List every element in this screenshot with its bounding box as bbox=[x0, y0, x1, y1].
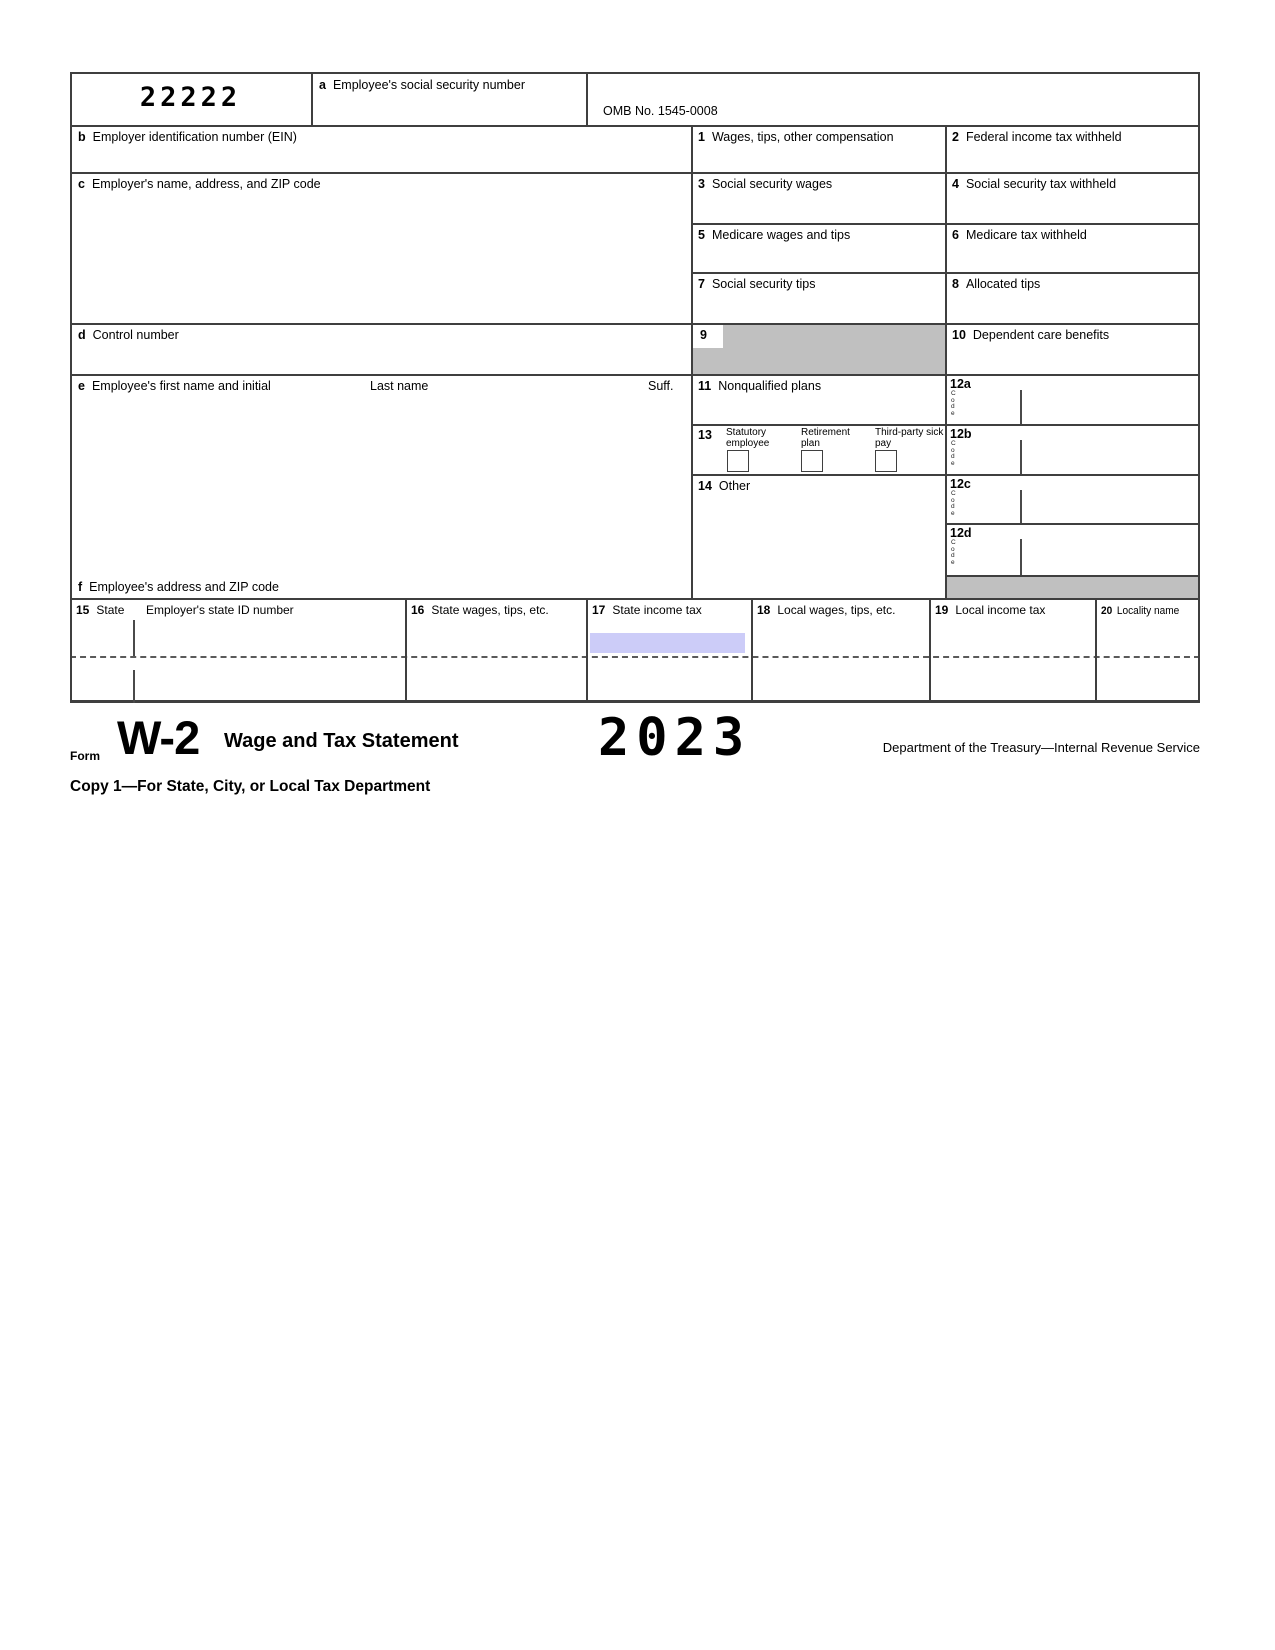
box-17-label: 17 State income tax bbox=[592, 603, 702, 617]
form-word: Form bbox=[70, 749, 100, 763]
divider bbox=[1095, 598, 1097, 703]
box-4-label: 4 Social security tax withheld bbox=[952, 177, 1117, 191]
third-party-sick-pay-checkbox[interactable] bbox=[875, 450, 897, 472]
divider bbox=[70, 374, 1200, 376]
divider bbox=[70, 172, 1200, 174]
omb-number: OMB No. 1545-0008 bbox=[603, 104, 718, 118]
form-bottom-border bbox=[70, 700, 1200, 703]
divider bbox=[751, 598, 753, 703]
box12c-code-tick bbox=[1020, 490, 1022, 523]
box-9-label: 9 bbox=[700, 328, 707, 342]
copy-designation: Copy 1—For State, City, or Local Tax Department bbox=[70, 778, 431, 795]
box-b-label: b Employer identification number (EIN) bbox=[78, 130, 297, 144]
divider bbox=[70, 72, 1200, 74]
suffix-label: Suff. bbox=[648, 379, 674, 393]
divider bbox=[405, 598, 407, 703]
box12b-code-tick bbox=[1020, 440, 1022, 474]
box-10-label: 10 Dependent care benefits bbox=[952, 328, 1110, 342]
box-14-label: 14 Other bbox=[698, 479, 751, 493]
department-line: Department of the Treasury—Internal Revenue Service bbox=[882, 740, 1200, 755]
retirement-plan-label: Retirement plan bbox=[801, 427, 850, 449]
divider bbox=[1198, 72, 1200, 703]
tax-year: 2023 bbox=[598, 708, 752, 768]
box-d-label: d Control number bbox=[78, 328, 179, 342]
divider bbox=[945, 523, 1200, 525]
box-7-label: 7 Social security tips bbox=[698, 277, 816, 291]
box-c-label: c Employer's name, address, and ZIP code bbox=[78, 177, 321, 191]
box-6-label: 6 Medicare tax withheld bbox=[952, 228, 1087, 242]
box-12a-code-label: Code bbox=[951, 390, 960, 417]
divider bbox=[311, 72, 313, 125]
box-16-label: 16 State wages, tips, etc. bbox=[411, 603, 549, 617]
divider bbox=[586, 72, 588, 125]
divider bbox=[70, 72, 72, 703]
last-name-label: Last name bbox=[370, 379, 429, 393]
divider bbox=[691, 125, 693, 598]
box12d-code-tick bbox=[1020, 539, 1022, 575]
form-control-code: 22222 bbox=[139, 82, 242, 113]
form-title: Wage and Tax Statement bbox=[224, 730, 459, 752]
state-row-dashed-divider bbox=[70, 656, 1200, 658]
box-18-label: 18 Local wages, tips, etc. bbox=[757, 603, 896, 617]
box-15-label: 15 State bbox=[76, 603, 125, 617]
box-19-label: 19 Local income tax bbox=[935, 603, 1046, 617]
statutory-employee-label: Statutory employee bbox=[726, 427, 770, 449]
box-5-label: 5 Medicare wages and tips bbox=[698, 228, 851, 242]
employer-state-id-label: Employer's state ID number bbox=[146, 603, 294, 617]
divider bbox=[945, 575, 1200, 577]
box-20-label: 20 Locality name bbox=[1101, 605, 1180, 617]
w2-form-table bbox=[70, 72, 1200, 703]
box-e-label: e Employee's first name and initial bbox=[78, 379, 271, 393]
state-column-tick bbox=[133, 620, 135, 656]
divider bbox=[945, 125, 947, 598]
box-f-label: f Employee's address and ZIP code bbox=[78, 580, 279, 594]
divider bbox=[929, 598, 931, 703]
box-12c-label: 12c bbox=[950, 477, 971, 491]
box-1-label: 1 Wages, tips, other compensation bbox=[698, 130, 894, 144]
statutory-employee-checkbox[interactable] bbox=[727, 450, 749, 472]
box-8-label: 8 Allocated tips bbox=[952, 277, 1041, 291]
box-a-label: a Employee's social security number bbox=[319, 78, 526, 92]
divider bbox=[586, 598, 588, 703]
box-12c-code-label: Code bbox=[951, 490, 960, 517]
box-2-label: 2 Federal income tax withheld bbox=[952, 130, 1122, 144]
box-11-label: 11 Nonqualified plans bbox=[698, 379, 822, 393]
retirement-plan-checkbox[interactable] bbox=[801, 450, 823, 472]
box-13-label: 13 bbox=[698, 428, 712, 442]
box-12b-label: 12b bbox=[950, 427, 972, 441]
form-number-title: W-2 bbox=[117, 711, 200, 764]
box9-shaded-area bbox=[691, 323, 945, 374]
third-party-sick-pay-label: Third-party sick pay bbox=[875, 427, 944, 449]
box-12a-label: 12a bbox=[950, 377, 971, 391]
state-column-tick bbox=[133, 670, 135, 703]
bottom-right-shaded-band bbox=[945, 575, 1200, 598]
box-12d-label: 12d bbox=[950, 526, 972, 540]
divider bbox=[70, 598, 1200, 600]
box-12d-code-label: Code bbox=[951, 539, 960, 566]
divider bbox=[70, 125, 1200, 127]
box12a-code-tick bbox=[1020, 390, 1022, 424]
box-3-label: 3 Social security wages bbox=[698, 177, 833, 191]
box-12b-code-label: Code bbox=[951, 440, 960, 467]
divider bbox=[70, 323, 1200, 325]
state-income-tax-field[interactable] bbox=[590, 633, 745, 653]
